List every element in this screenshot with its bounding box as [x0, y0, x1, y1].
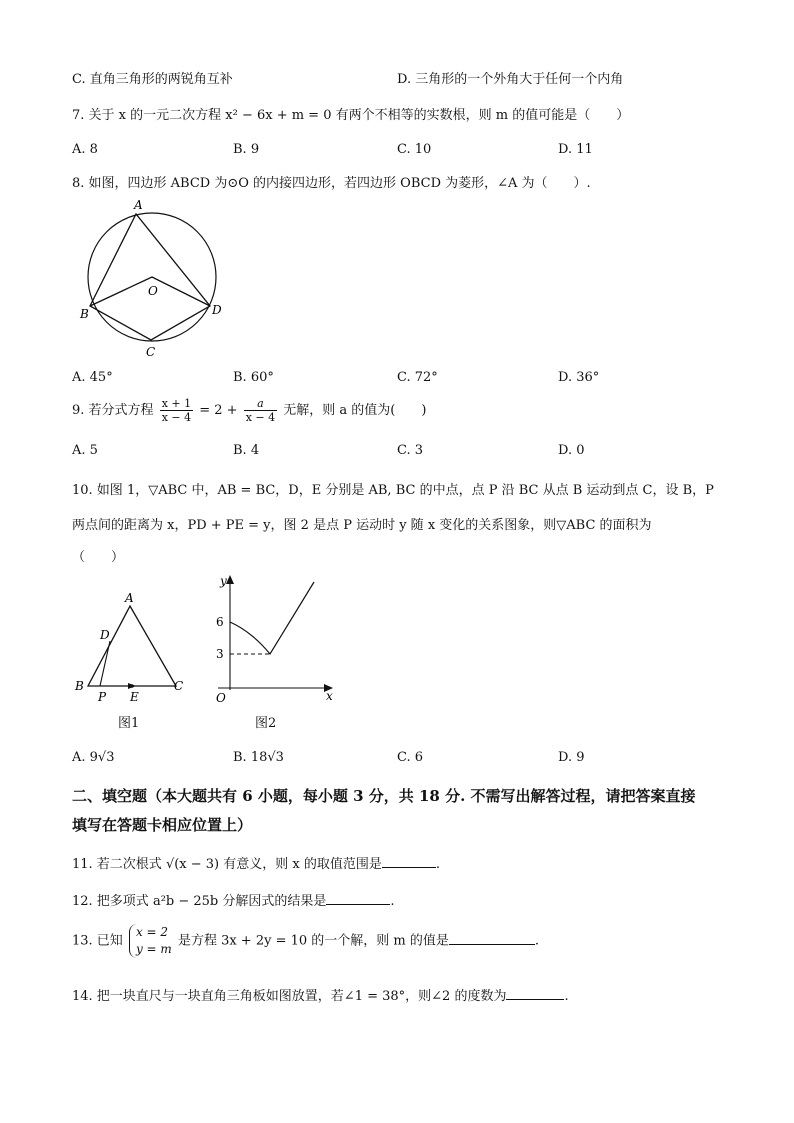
- q13-prefix: 13. 已知: [72, 933, 123, 949]
- q9-option-b: B. 4: [233, 443, 260, 458]
- q11-end: .: [435, 857, 440, 872]
- q10-option-c: C. 6: [397, 750, 424, 765]
- q13-end: .: [534, 933, 540, 949]
- q14-end: .: [564, 989, 569, 1004]
- q7-option-a: A. 8: [72, 142, 98, 157]
- label-b: B: [80, 307, 89, 321]
- q9-option-c: C. 3: [397, 443, 424, 458]
- fig1-label-c: C: [174, 679, 184, 693]
- q9-middle: = 2 +: [199, 403, 238, 418]
- q10-question-line1: 10. 如图 1，▽ABC 中，AB = BC，D，E 分别是 AB, BC 的中点，点 P 沿 BC 从点 B 运动到点 C，设 B，P: [72, 483, 714, 498]
- q8-circle-figure: [76, 192, 236, 362]
- q11-question: [72, 853, 440, 872]
- q9-suffix: 无解，则 a 的值为( ): [283, 403, 427, 418]
- q12-end: .: [390, 894, 395, 909]
- fig1-label-p: P: [98, 690, 107, 703]
- fig1-caption: 图1: [118, 716, 140, 731]
- segments-pd-pe: [100, 641, 132, 686]
- q10-figure-2-graph: [208, 572, 343, 707]
- q14-question: [72, 985, 569, 1004]
- q9-fraction-2: [244, 397, 277, 424]
- q14-text: 14. 把一块直尺与一块直角三角板如图放置，若∠1 = 38°，则∠2 的度数为: [72, 989, 507, 1004]
- q11-answer-blank: [382, 855, 436, 868]
- q8-option-b: B. 60°: [233, 370, 274, 385]
- y-axis-arrow: [226, 575, 234, 584]
- q10-question-line2: 两点间的距离为 x，PD + PE = y，图 2 是点 P 运动时 y 随 x 变化的关系图象，则▽ABC 的面积为: [72, 518, 652, 533]
- q13-suffix: 是方程 3x + 2y = 10 的一个解，则 m 的值是: [177, 933, 449, 949]
- q8-question: 8. 如图，四边形 ABCD 为⊙O 的内接四边形，若四边形 OBCD 为菱形，∠A 为（ ）.: [72, 176, 591, 191]
- quadrilateral-abcd: [90, 214, 210, 340]
- q13-answer-blank: [449, 932, 535, 945]
- q13-question: [72, 924, 539, 958]
- q9-question: [72, 397, 426, 424]
- point-e-dot: [130, 684, 134, 688]
- q6-option-c: C. 直角三角形的两锐角互补: [72, 72, 233, 87]
- fig1-label-b: B: [75, 679, 84, 693]
- q10-option-a: A. 9√3: [72, 750, 115, 765]
- q7-option-d: D. 11: [558, 142, 593, 157]
- fig1-label-a: A: [125, 591, 134, 605]
- function-curve: [230, 582, 314, 654]
- fig2-label-x: x: [326, 689, 333, 703]
- q13-equation-system: [129, 924, 172, 958]
- fig1-label-d: D: [100, 628, 110, 642]
- q9-frac1-denominator: x − 4: [161, 411, 192, 424]
- q9-prefix: 9. 若分式方程: [72, 403, 154, 418]
- q8-option-c: C. 72°: [397, 370, 438, 385]
- label-a: A: [134, 198, 143, 212]
- fig2-tick-6: 6: [216, 615, 224, 629]
- q14-answer-blank: [506, 987, 564, 1000]
- fig2-tick-3: 3: [216, 647, 224, 661]
- label-d: D: [212, 303, 222, 317]
- q8-option-a: A. 45°: [72, 370, 113, 385]
- q10-question-line3: （ ）: [72, 550, 125, 565]
- q9-option-a: A. 5: [72, 443, 98, 458]
- triangle-abc: [88, 606, 176, 686]
- q13-sys-line2: y = m: [135, 942, 172, 956]
- fig2-label-y: y: [220, 574, 227, 588]
- q9-frac2-numerator: a: [244, 397, 277, 411]
- q6-option-d: D. 三角形的一个外角大于任何一个内角: [397, 72, 624, 87]
- fig2-caption: 图2: [255, 716, 277, 731]
- q9-frac2-denominator: x − 4: [245, 411, 276, 424]
- q13-sys-line1: x = 2: [135, 925, 169, 939]
- q7-option-b: B. 9: [233, 142, 260, 157]
- label-o: O: [148, 284, 158, 298]
- q10-figure-1-triangle: [70, 588, 195, 703]
- fig2-label-o: O: [216, 691, 226, 705]
- q10-option-b: B. 18√3: [233, 750, 284, 765]
- q7-option-c: C. 10: [397, 142, 432, 157]
- label-c: C: [146, 345, 156, 359]
- q8-option-d: D. 36°: [558, 370, 600, 385]
- q9-option-d: D. 0: [558, 443, 585, 458]
- section-2-heading-line2: 填写在答题卡相应位置上）: [72, 816, 253, 834]
- section-2-heading-line1: 二、填空题（本大题共有 6 小题，每小题 3 分，共 18 分. 不需写出解答过程，请把答案直接: [72, 787, 696, 805]
- q12-question: [72, 890, 395, 909]
- q11-text: 11. 若二次根式 √(x − 3) 有意义，则 x 的取值范围是: [72, 857, 382, 872]
- q12-text: 12. 把多项式 a²b − 25b 分解因式的结果是: [72, 894, 327, 909]
- q9-frac1-numerator: x + 1: [161, 397, 192, 410]
- q10-option-d: D. 9: [558, 750, 585, 765]
- fig1-label-e: E: [130, 690, 139, 703]
- q12-answer-blank: [326, 892, 390, 905]
- q9-fraction-1: [160, 397, 193, 424]
- q7-question: 7. 关于 x 的一元二次方程 x² − 6x + m = 0 有两个不相等的实数根，则 m 的值可能是（ ）: [72, 108, 630, 123]
